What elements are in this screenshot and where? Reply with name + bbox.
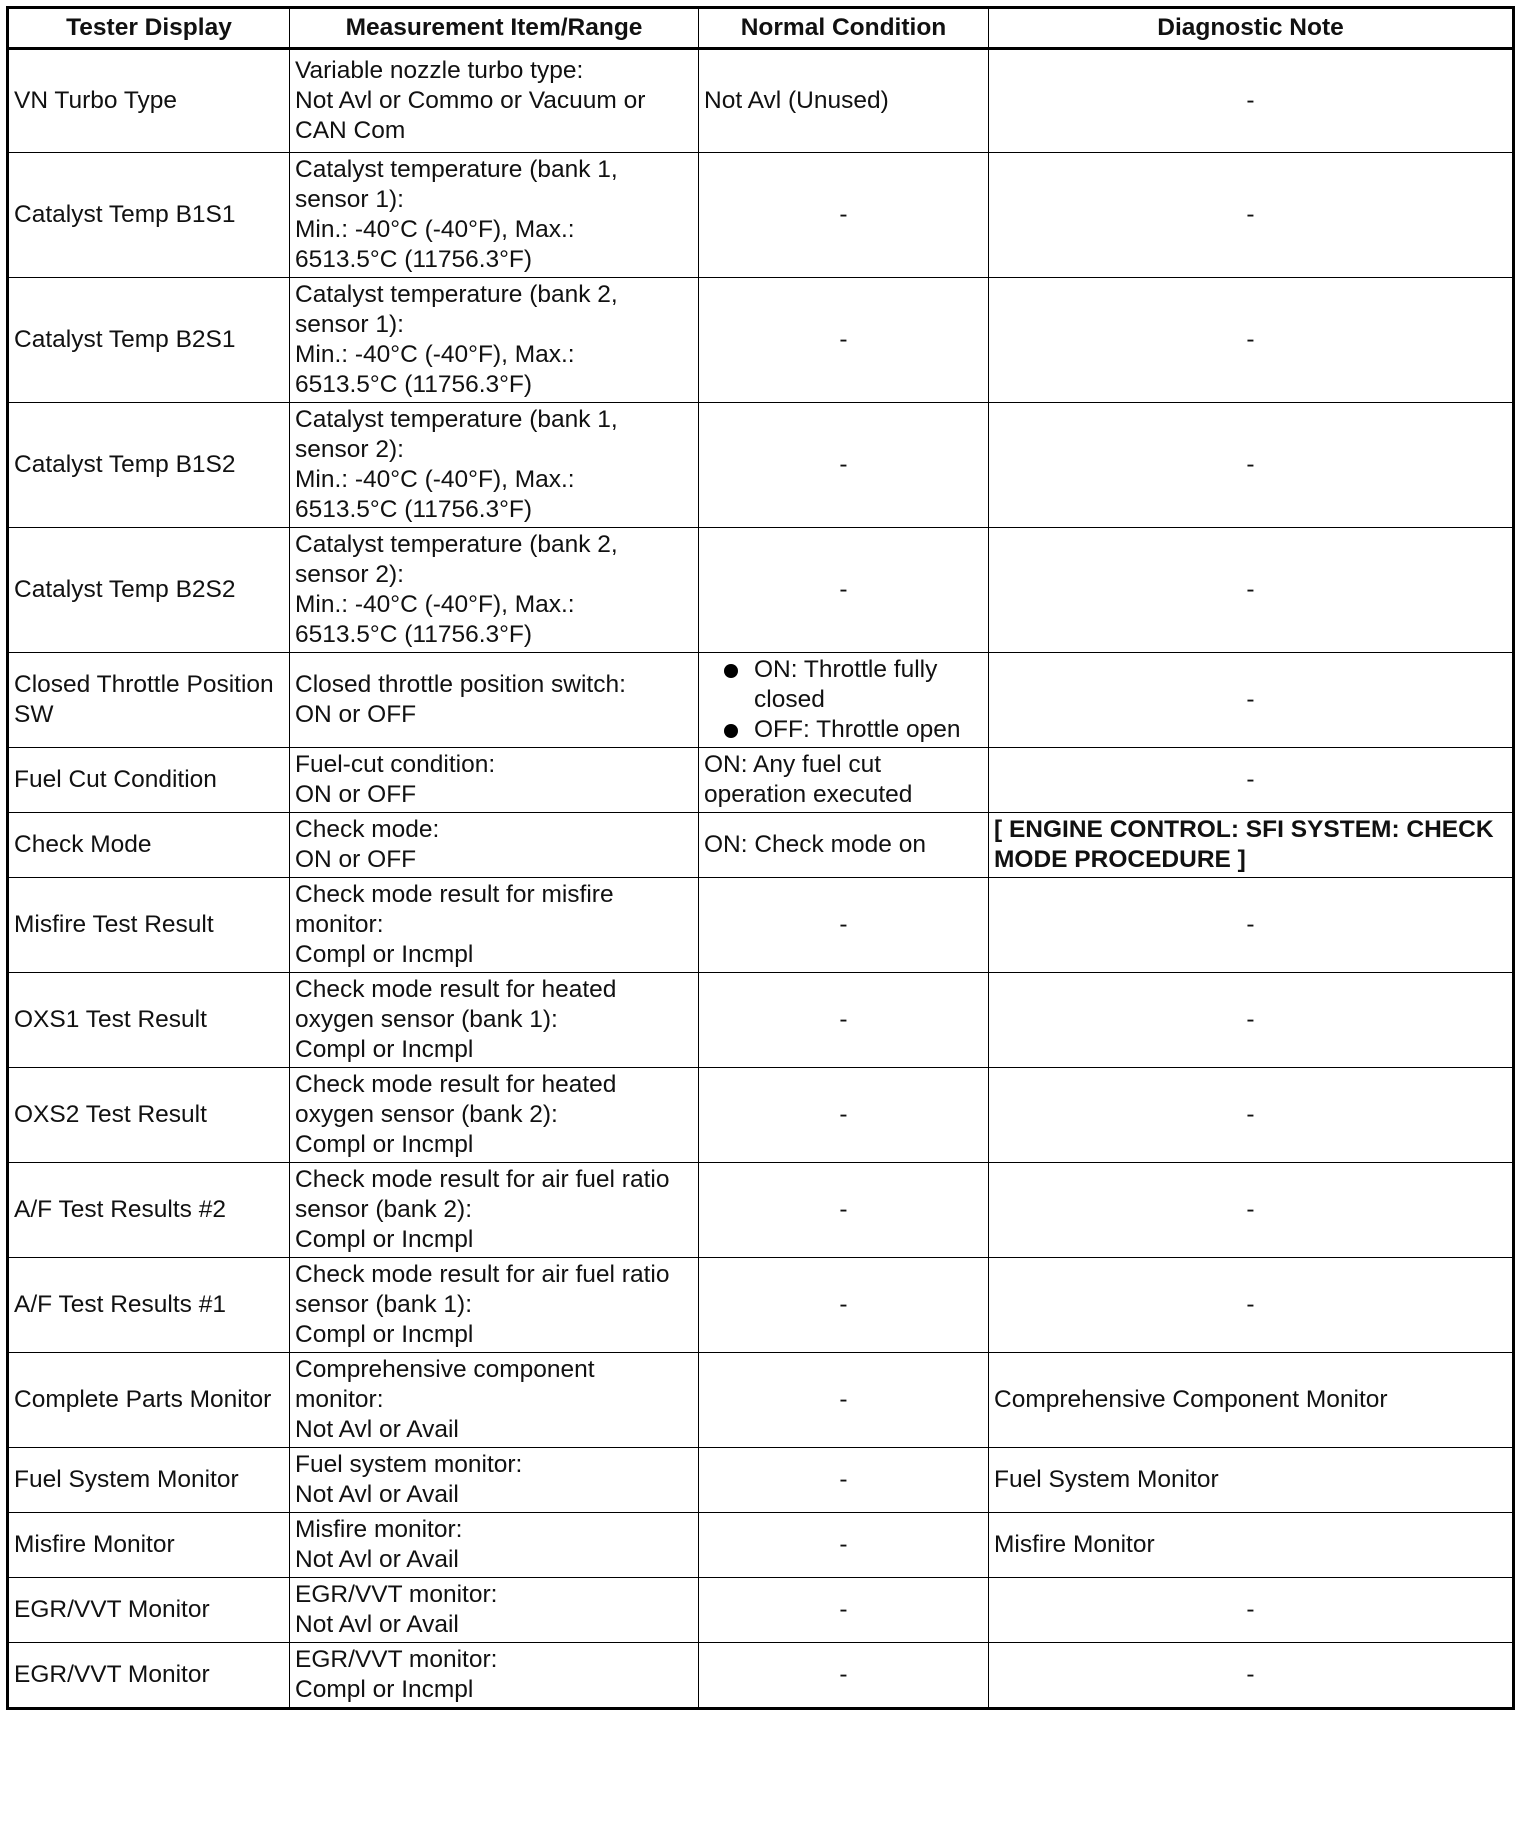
cell-diagnostic-note: -: [989, 153, 1514, 278]
cell-normal-condition: [699, 528, 989, 653]
range-text-line: Not Avl or Commo or Vacuum or: [295, 87, 646, 114]
table-row: [8, 878, 1514, 973]
cell-tester-display: A/F Test Results #2: [8, 1163, 290, 1258]
normal-text-line: Not Avl (Unused): [704, 87, 889, 114]
range-text-line: 6513.5°C (11756.3°F): [295, 371, 533, 398]
cell-measurement-range: [290, 1643, 699, 1709]
range-text-line: Min.: -40°C (-40°F), Max.:: [295, 216, 575, 243]
range-text-line: Not Avl or Avail: [295, 1416, 459, 1443]
cell-diagnostic-note: -: [989, 278, 1514, 403]
range-text-line: Catalyst temperature (bank 2,: [295, 281, 618, 308]
cell-tester-display: Fuel Cut Condition: [8, 748, 290, 813]
header-tester-display: Tester Display: [8, 8, 290, 49]
cell-diagnostic-note: -: [989, 1643, 1514, 1709]
cell-measurement-range: [290, 1578, 699, 1643]
table-row: [8, 278, 1514, 403]
table-row: [8, 1353, 1514, 1448]
range-text-line: Check mode result for air fuel ratio: [295, 1166, 670, 1193]
cell-diagnostic-note: -: [989, 403, 1514, 528]
normal-text-line: -: [839, 1596, 848, 1623]
cell-tester-display: EGR/VVT Monitor: [8, 1643, 290, 1709]
range-text-line: Not Avl or Avail: [295, 1546, 459, 1573]
cell-measurement-range: [290, 153, 699, 278]
cell-diagnostic-note: -: [989, 973, 1514, 1068]
range-text-line: Fuel-cut condition:: [295, 751, 496, 778]
cell-normal-condition: [699, 748, 989, 813]
header-measurement-item-range: Measurement Item/Range: [290, 8, 699, 49]
cell-tester-display: Catalyst Temp B1S1: [8, 153, 290, 278]
normal-text-line: -: [839, 1531, 848, 1558]
range-text-line: Catalyst temperature (bank 2,: [295, 531, 618, 558]
cell-measurement-range: [290, 1258, 699, 1353]
cell-normal-condition: [699, 278, 989, 403]
cell-tester-display: VN Turbo Type: [8, 49, 290, 153]
normal-text-line: -: [839, 911, 848, 938]
normal-text-line: ON: Any fuel cut: [704, 751, 882, 778]
cell-diagnostic-note: Fuel System Monitor: [989, 1448, 1514, 1513]
list-item-text: OFF: Throttle open: [754, 716, 961, 743]
cell-normal-condition: [699, 878, 989, 973]
range-text-line: 6513.5°C (11756.3°F): [295, 246, 533, 273]
range-text-line: Check mode:: [295, 816, 440, 843]
cell-diagnostic-note: -: [989, 1258, 1514, 1353]
cell-diagnostic-note: -: [989, 1578, 1514, 1643]
cell-tester-display: Complete Parts Monitor: [8, 1353, 290, 1448]
cell-normal-condition: [699, 973, 989, 1068]
cell-measurement-range: [290, 748, 699, 813]
diagnostic-note-link[interactable]: [ ENGINE CONTROL: SFI SYSTEM: CHECK MODE PROCEDURE ]: [989, 813, 1514, 878]
bullet-icon: [724, 724, 738, 738]
cell-normal-condition: [699, 153, 989, 278]
table-row: [8, 528, 1514, 653]
range-text-line: Comprehensive component: [295, 1356, 595, 1383]
table-row: [8, 748, 1514, 813]
bullet-icon: [724, 664, 738, 678]
cell-diagnostic-note: -: [989, 653, 1514, 748]
cell-tester-display: A/F Test Results #1: [8, 1258, 290, 1353]
cell-measurement-range: [290, 973, 699, 1068]
table-row: [8, 813, 1514, 878]
table-header-row: [8, 8, 1514, 49]
normal-text-line: operation executed: [704, 781, 913, 808]
normal-text-line: -: [839, 1006, 848, 1033]
range-text-line: EGR/VVT monitor:: [295, 1646, 498, 1673]
range-text-line: Check mode result for heated: [295, 1071, 617, 1098]
cell-measurement-range: [290, 653, 699, 748]
cell-tester-display: Fuel System Monitor: [8, 1448, 290, 1513]
range-text-line: Compl or Incmpl: [295, 1131, 474, 1158]
range-text-line: Closed throttle position switch:: [295, 671, 626, 698]
normal-text-line: -: [839, 1386, 848, 1413]
cell-diagnostic-note: Misfire Monitor: [989, 1513, 1514, 1578]
cell-tester-display: Catalyst Temp B2S1: [8, 278, 290, 403]
normal-text-line: -: [839, 326, 848, 353]
cell-measurement-range: [290, 49, 699, 153]
range-text-line: Check mode result for heated: [295, 976, 617, 1003]
range-text-line: 6513.5°C (11756.3°F): [295, 621, 533, 648]
cell-tester-display: OXS2 Test Result: [8, 1068, 290, 1163]
table-row: [8, 1643, 1514, 1709]
normal-text-line: ON: Check mode on: [704, 831, 926, 858]
table-row: [8, 1578, 1514, 1643]
cell-tester-display: Closed Throttle Position SW: [8, 653, 290, 748]
normal-text-line: -: [839, 1661, 848, 1688]
cell-diagnostic-note: -: [989, 878, 1514, 973]
range-text-line: monitor:: [295, 1386, 384, 1413]
cell-diagnostic-note: -: [989, 49, 1514, 153]
cell-diagnostic-note: -: [989, 528, 1514, 653]
range-text-line: ON or OFF: [295, 781, 417, 808]
header-diagnostic-note: Diagnostic Note: [989, 8, 1514, 49]
table-row: [8, 153, 1514, 278]
cell-measurement-range: [290, 1513, 699, 1578]
cell-normal-condition: [699, 813, 989, 878]
range-text-line: Compl or Incmpl: [295, 1036, 474, 1063]
range-text-line: Compl or Incmpl: [295, 1321, 474, 1348]
cell-tester-display: Misfire Test Result: [8, 878, 290, 973]
cell-normal-condition: [699, 1353, 989, 1448]
range-text-line: CAN Com: [295, 117, 406, 144]
table-row: [8, 403, 1514, 528]
cell-normal-condition: [699, 1643, 989, 1709]
range-text-line: oxygen sensor (bank 2):: [295, 1101, 558, 1128]
cell-measurement-range: [290, 528, 699, 653]
range-text-line: Fuel system monitor:: [295, 1451, 523, 1478]
normal-text-line: -: [839, 201, 848, 228]
range-text-line: ON or OFF: [295, 846, 417, 873]
range-text-line: Min.: -40°C (-40°F), Max.:: [295, 466, 575, 493]
normal-text-line: -: [839, 1466, 848, 1493]
cell-tester-display: Misfire Monitor: [8, 1513, 290, 1578]
cell-normal-condition: [699, 1068, 989, 1163]
cell-measurement-range: [290, 1448, 699, 1513]
table-row: [8, 1448, 1514, 1513]
table-body: [8, 49, 1514, 1709]
table-row: [8, 1068, 1514, 1163]
range-text-line: oxygen sensor (bank 1):: [295, 1006, 558, 1033]
range-text-line: sensor 2):: [295, 561, 404, 588]
table-row: [8, 1163, 1514, 1258]
cell-diagnostic-note: -: [989, 1068, 1514, 1163]
cell-measurement-range: [290, 403, 699, 528]
cell-normal-condition: [699, 1513, 989, 1578]
table-row: [8, 49, 1514, 153]
header-normal-condition: Normal Condition: [699, 8, 989, 49]
range-text-line: Compl or Incmpl: [295, 941, 474, 968]
cell-measurement-range: [290, 1068, 699, 1163]
cell-normal-condition: [699, 1163, 989, 1258]
range-text-line: Catalyst temperature (bank 1,: [295, 156, 618, 183]
range-text-line: EGR/VVT monitor:: [295, 1581, 498, 1608]
normal-text-line: -: [839, 1196, 848, 1223]
table-row: [8, 973, 1514, 1068]
list-item-text: ON: Throttle fully closed: [754, 656, 938, 713]
cell-measurement-range: [290, 813, 699, 878]
range-text-line: Check mode result for misfire: [295, 881, 614, 908]
list-item: [704, 655, 983, 715]
cell-diagnostic-note: -: [989, 748, 1514, 813]
data-list-document: [6, 6, 1512, 1710]
range-text-line: sensor (bank 2):: [295, 1196, 473, 1223]
table-row: [8, 1513, 1514, 1578]
cell-measurement-range: [290, 1353, 699, 1448]
range-text-line: 6513.5°C (11756.3°F): [295, 496, 533, 523]
normal-text-line: -: [839, 576, 848, 603]
range-text-line: sensor 1):: [295, 311, 404, 338]
cell-diagnostic-note: -: [989, 1163, 1514, 1258]
cell-tester-display: OXS1 Test Result: [8, 973, 290, 1068]
list-item: [704, 715, 983, 745]
cell-measurement-range: [290, 1163, 699, 1258]
cell-measurement-range: [290, 278, 699, 403]
normal-text-line: -: [839, 1291, 848, 1318]
range-text-line: Variable nozzle turbo type:: [295, 57, 584, 84]
range-text-line: sensor 1):: [295, 186, 404, 213]
table-row: [8, 1258, 1514, 1353]
range-text-line: Compl or Incmpl: [295, 1676, 474, 1703]
range-text-line: Misfire monitor:: [295, 1516, 463, 1543]
normal-text-line: -: [839, 1101, 848, 1128]
range-text-line: monitor:: [295, 911, 384, 938]
cell-normal-condition: [699, 1448, 989, 1513]
range-text-line: sensor 2):: [295, 436, 404, 463]
cell-tester-display: EGR/VVT Monitor: [8, 1578, 290, 1643]
cell-normal-condition: [699, 403, 989, 528]
cell-tester-display: Catalyst Temp B2S2: [8, 528, 290, 653]
cell-normal-condition: [699, 49, 989, 153]
range-text-line: sensor (bank 1):: [295, 1291, 473, 1318]
range-text-line: Catalyst temperature (bank 1,: [295, 406, 618, 433]
range-text-line: Not Avl or Avail: [295, 1481, 459, 1508]
range-text-line: Compl or Incmpl: [295, 1226, 474, 1253]
cell-normal-condition: [699, 1578, 989, 1643]
cell-normal-condition: [699, 1258, 989, 1353]
cell-diagnostic-note: Comprehensive Component Monitor: [989, 1353, 1514, 1448]
cell-tester-display: Check Mode: [8, 813, 290, 878]
range-text-line: ON or OFF: [295, 701, 417, 728]
table-row: [8, 653, 1514, 748]
normal-condition-list: [704, 655, 983, 745]
data-list-table: [6, 6, 1515, 1710]
range-text-line: Check mode result for air fuel ratio: [295, 1261, 670, 1288]
range-text-line: Min.: -40°C (-40°F), Max.:: [295, 341, 575, 368]
cell-measurement-range: [290, 878, 699, 973]
range-text-line: Not Avl or Avail: [295, 1611, 459, 1638]
normal-text-line: -: [839, 451, 848, 478]
cell-tester-display: Catalyst Temp B1S2: [8, 403, 290, 528]
range-text-line: Min.: -40°C (-40°F), Max.:: [295, 591, 575, 618]
cell-normal-condition: [699, 653, 989, 748]
